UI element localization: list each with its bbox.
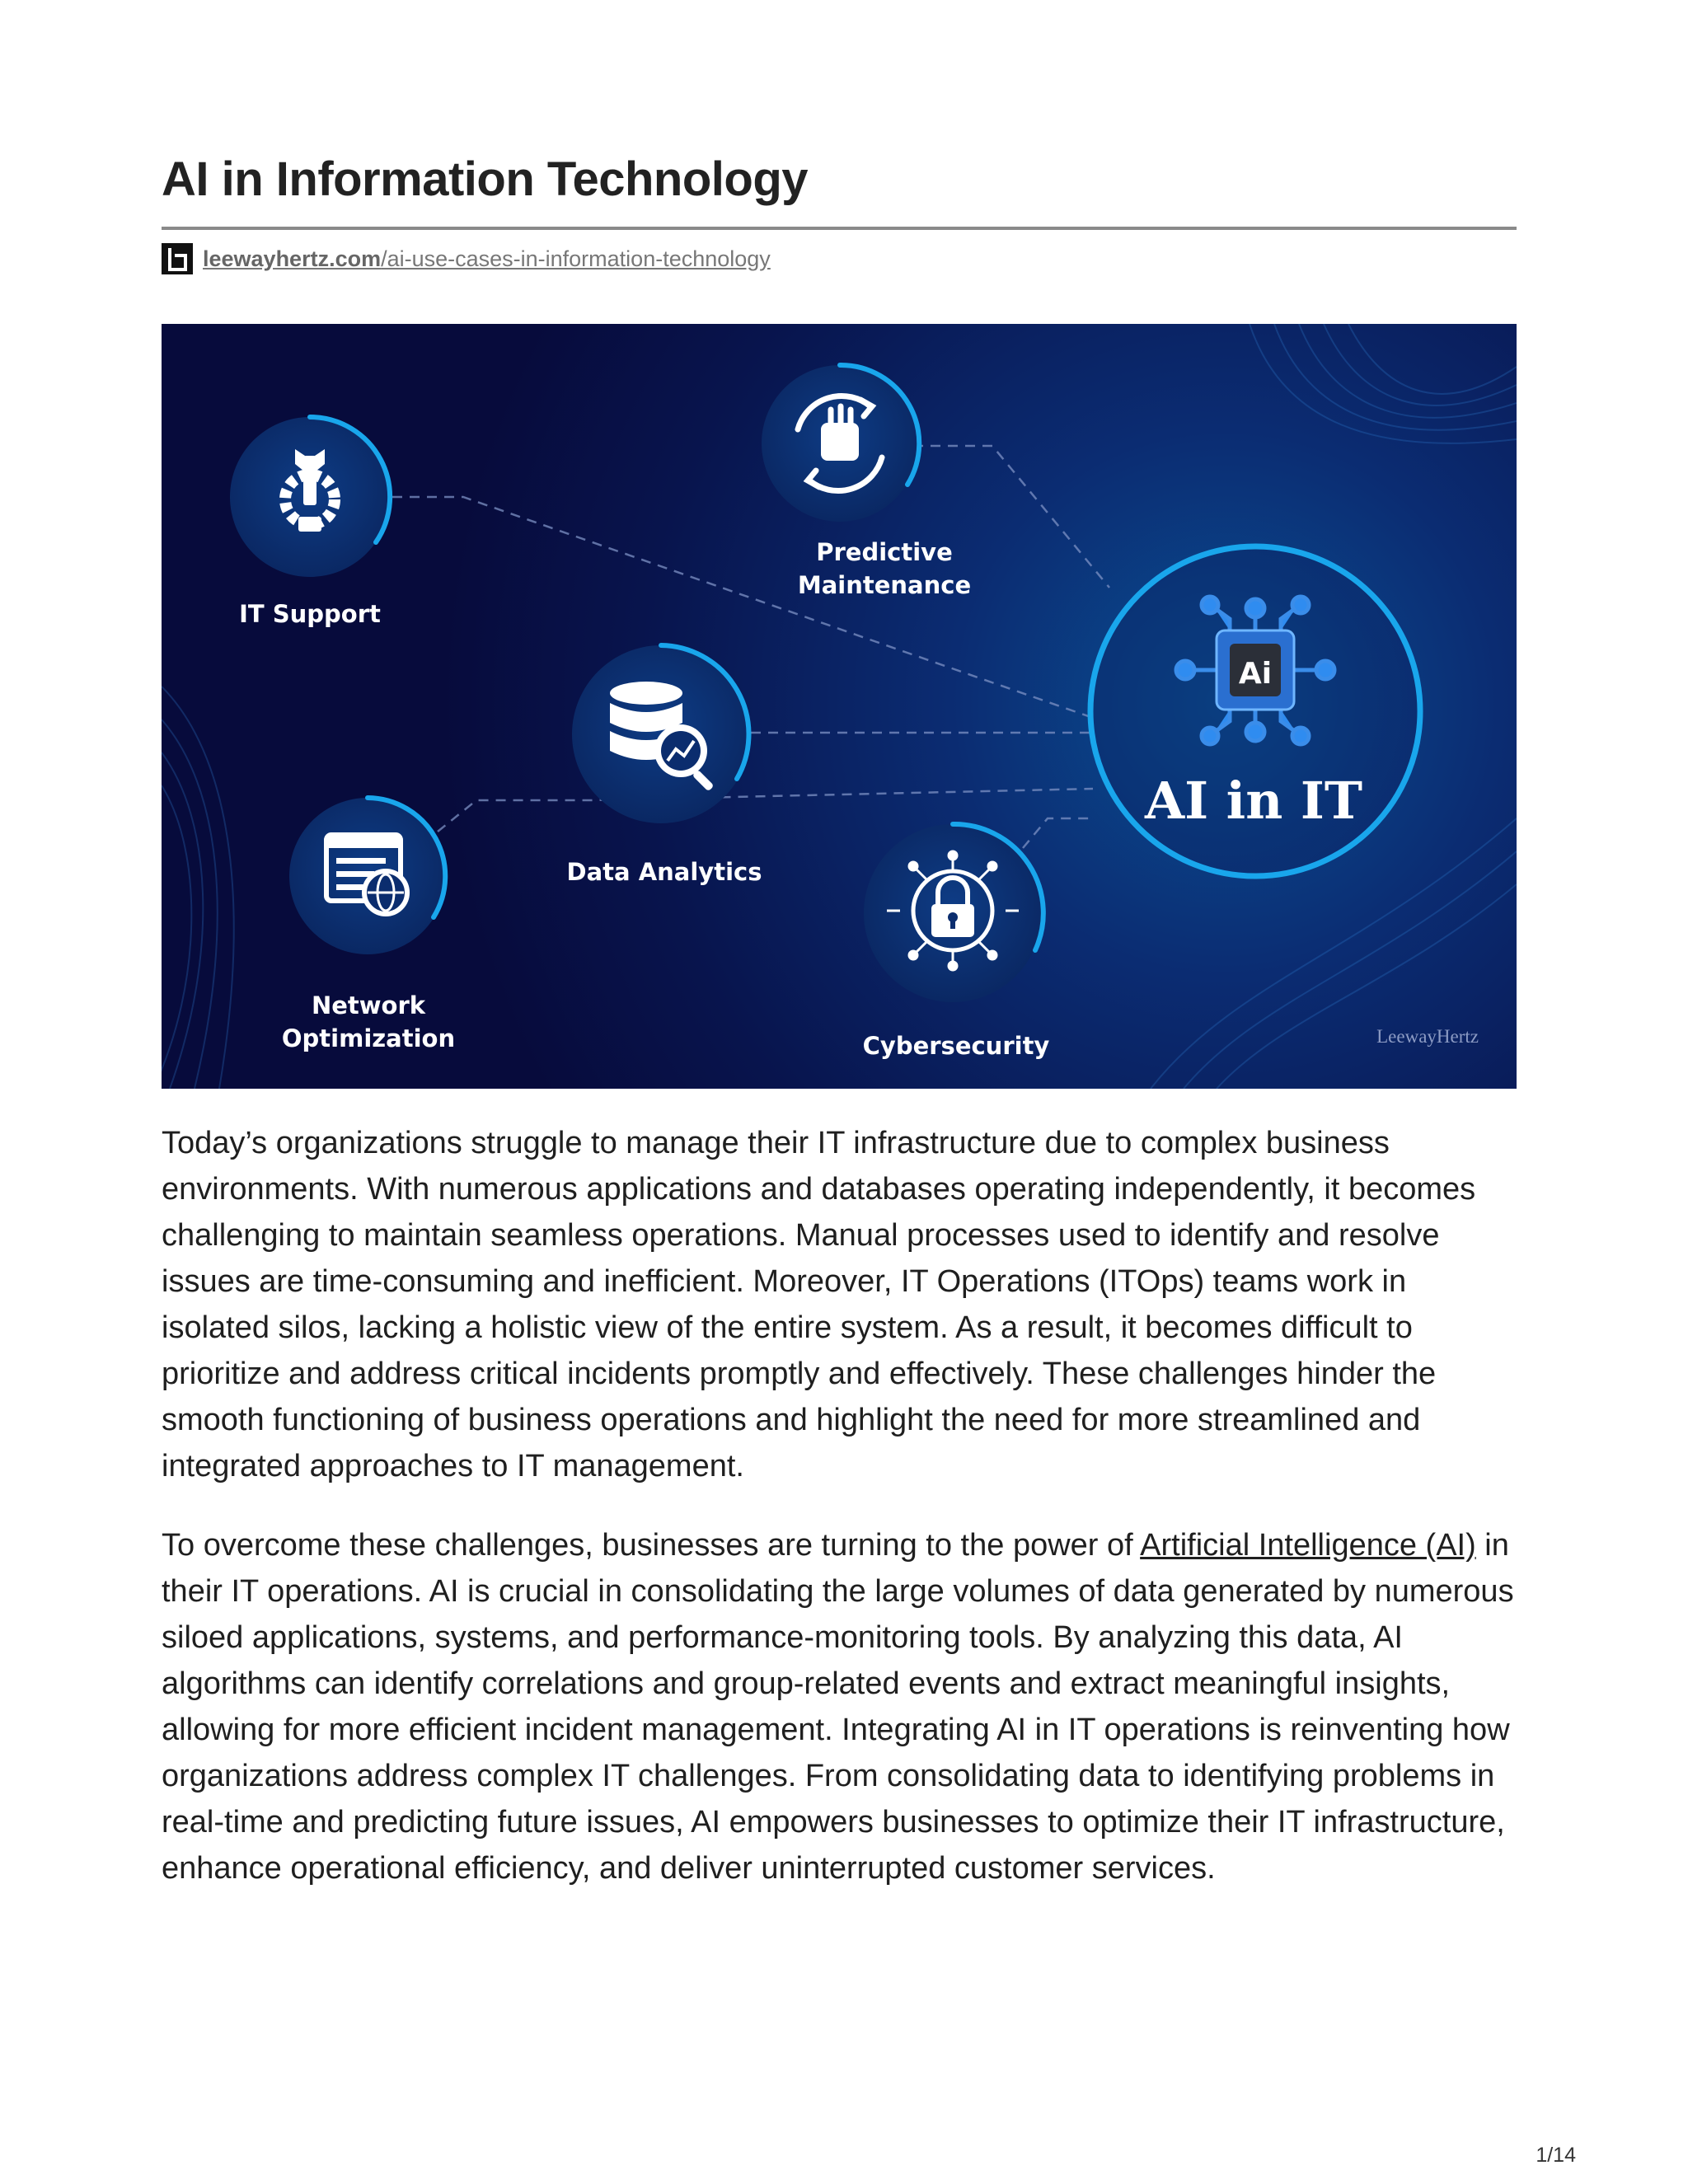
ai-in-it-infographic: [162, 324, 1517, 1089]
node-ai-in-it-hub: [1090, 546, 1420, 876]
node-label: Cybersecurity: [862, 1032, 1050, 1060]
artificial-intelligence-link[interactable]: Artificial Intelligence (AI): [1140, 1528, 1476, 1563]
node-label: Maintenance: [797, 571, 972, 599]
source-path: /ai-use-cases-in-information-technology: [381, 246, 771, 271]
paragraph-intro: Today’s organizations struggle to manage their IT infrastructure due to complex business environments. With numerous applications and databases operating independently, it becomes challenging to maintain seamless operations. Manual processes used to identify and resolve issues are time-consuming and inefficient. Moreover, IT Operations (ITOps) teams work in isolated silos, lacking a holistic view of the entire system. As a result, it becomes difficult to prioritize and address critical incidents promptly and effectively. These challenges hinder the smooth functioning of business operations and highlight the need for more streamlined and integrated approaches to IT management.: [162, 1126, 1476, 1483]
source-link[interactable]: [203, 246, 771, 272]
hero-infographic: [162, 324, 1517, 1089]
source-row: [162, 243, 771, 274]
node-label: Predictive: [816, 538, 953, 566]
source-domain: leewayhertz.com: [203, 246, 382, 271]
page-title: AI in Information Technology: [162, 152, 809, 206]
article-body: [162, 1120, 1522, 1924]
image-watermark: LeewayHertz: [1376, 1026, 1479, 1047]
paragraph-ai-solution: [162, 1522, 1522, 1891]
paragraph-text: in their IT operations. AI is crucial in consolidating the large volumes of data generated by numerous siloed applications, systems, and performance-monitoring tools. By analyzing this data, AI algorithms can identify correlations and group-related events and extract meaningful insights, allowing for more efficient incident management. Integrating AI in IT operations is reinventing how organizations address complex IT challenges. From consolidating data to identifying problems in real-time and predicting future issues, AI empowers businesses to optimize their IT infrastructure, enhance operational efficiency, and deliver uninterrupted customer services.: [162, 1528, 1514, 1886]
site-favicon-icon: [162, 243, 193, 274]
node-label: IT Support: [239, 600, 381, 628]
node-label: Optimization: [281, 1024, 456, 1052]
node-label: Data Analytics: [566, 858, 762, 886]
node-label: Network: [311, 991, 426, 1019]
browser-globe-icon: [326, 835, 407, 914]
ai-chip-text: Ai: [1238, 657, 1273, 691]
hub-label: AI in IT: [1144, 771, 1363, 831]
page-number: 1/14: [1536, 2144, 1576, 2167]
paragraph-text: To overcome these challenges, businesses are turning to the power of: [162, 1528, 1141, 1563]
title-divider: [162, 227, 1517, 230]
